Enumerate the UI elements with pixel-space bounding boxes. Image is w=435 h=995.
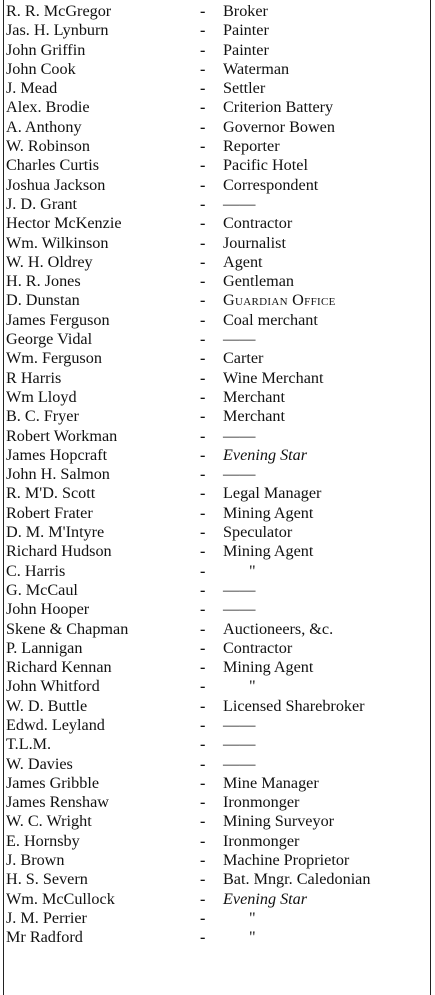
entry-name: John H. Salmon: [6, 465, 110, 484]
list-item: [0, 812, 435, 831]
entry-name: Skene & Chapman: [6, 619, 129, 638]
entry-occupation: Licensed Sharebroker: [223, 696, 365, 715]
list-item: [0, 909, 435, 928]
entry-separator: -: [200, 252, 206, 271]
list-item: [0, 716, 435, 735]
entry-separator: -: [200, 137, 206, 156]
entry-occupation: ——: [223, 580, 256, 599]
entry-separator: -: [200, 79, 206, 98]
entry-name: W. D. Buttle: [6, 696, 88, 715]
entry-separator: -: [200, 426, 206, 445]
entry-name: W. Robinson: [6, 137, 90, 156]
list-item: [0, 465, 435, 484]
entry-separator: -: [200, 561, 206, 580]
entry-name: H. R. Jones: [6, 272, 81, 291]
entry-occupation: Wine Merchant: [223, 368, 324, 387]
entry-name: W. H. Oldrey: [6, 252, 93, 271]
entry-occupation: Waterman: [223, 59, 290, 78]
entry-separator: -: [200, 889, 206, 908]
entry-occupation: ——: [223, 426, 256, 445]
entry-name: J. M. Perrier: [6, 908, 87, 927]
list-item: [0, 41, 435, 60]
entry-name: Wm. Wilkinson: [6, 233, 109, 252]
entry-occupation: Carter: [223, 349, 264, 368]
entry-occupation: Machine Proprietor: [223, 851, 350, 870]
list-item: [0, 118, 435, 137]
entry-separator: -: [200, 59, 206, 78]
entry-occupation: Mining Agent: [223, 503, 314, 522]
entry-separator: -: [200, 908, 206, 927]
list-item: [0, 156, 435, 175]
entry-name: A. Anthony: [6, 117, 82, 136]
entry-occupation: Legal Manager: [223, 484, 322, 503]
entry-occupation: Mine Manager: [223, 773, 319, 792]
entry-separator: -: [200, 349, 206, 368]
entry-name: R. R. McGregor: [6, 2, 112, 20]
entry-name: Richard Kennan: [6, 658, 112, 677]
entry-occupation: ——: [223, 194, 256, 213]
entry-name: B. C. Fryer: [6, 407, 79, 426]
entry-occupation: Pacific Hotel: [223, 156, 308, 175]
entry-occupation: Ironmonger: [223, 793, 300, 812]
entry-name: Hector McKenzie: [6, 214, 122, 233]
list-item: [0, 484, 435, 503]
list-item: [0, 697, 435, 716]
list-item: [0, 620, 435, 639]
entry-name: Mr Radford: [6, 928, 83, 947]
list-item: [0, 851, 435, 870]
entry-separator: -: [200, 21, 206, 40]
entry-occupation: Contractor: [223, 638, 293, 657]
list-item: [0, 677, 435, 696]
entry-name: W. Davies: [6, 754, 73, 773]
entry-separator: -: [200, 812, 206, 831]
entry-separator: -: [200, 793, 206, 812]
entry-separator: -: [200, 445, 206, 464]
entry-name: John Hooper: [6, 600, 90, 619]
list-item: [0, 21, 435, 40]
entry-occupation: Speculator: [223, 523, 293, 542]
entry-occupation: ——: [223, 715, 256, 734]
list-item: [0, 793, 435, 812]
list-item: [0, 774, 435, 793]
entry-name: H. S. Severn: [6, 870, 88, 889]
entry-occupation: Auctioneers, &c.: [223, 619, 334, 638]
list-item: [0, 272, 435, 291]
list-item: [0, 214, 435, 233]
entry-separator: -: [200, 658, 206, 677]
entry-separator: -: [200, 503, 206, 522]
list-item: [0, 176, 435, 195]
entry-name: G. McCaul: [6, 580, 78, 599]
entry-separator: -: [200, 214, 206, 233]
list-item: [0, 832, 435, 851]
entry-occupation: Merchant: [223, 387, 286, 406]
entry-name: J. Mead: [6, 79, 58, 98]
entry-name: Charles Curtis: [6, 156, 100, 175]
entry-name: E. Hornsby: [6, 831, 80, 850]
entry-occupation: ——: [223, 735, 256, 754]
entry-separator: -: [200, 773, 206, 792]
entry-occupation: Painter: [223, 21, 269, 40]
entry-name: Jas. H. Lynburn: [6, 21, 109, 40]
list-item: [0, 2, 435, 21]
entry-separator: -: [200, 696, 206, 715]
list-item: [0, 60, 435, 79]
list-item: [0, 542, 435, 561]
entry-separator: -: [200, 928, 206, 947]
entry-name: Robert Workman: [6, 426, 118, 445]
subscriber-list: [0, 2, 435, 948]
entry-separator: -: [200, 851, 206, 870]
entry-separator: -: [200, 117, 206, 136]
list-item: [0, 581, 435, 600]
entry-separator: -: [200, 523, 206, 542]
entry-separator: -: [200, 310, 206, 329]
entry-occupation: Merchant: [223, 407, 286, 426]
entry-separator: -: [200, 580, 206, 599]
entry-separator: -: [200, 407, 206, 426]
entry-name: Edwd. Leyland: [6, 715, 105, 734]
entry-name: Wm. Ferguson: [6, 349, 102, 368]
entry-name: D. Dunstan: [6, 291, 80, 310]
list-item: [0, 349, 435, 368]
entry-separator: -: [200, 272, 206, 291]
entry-separator: -: [200, 2, 206, 20]
entry-name: Robert Frater: [6, 503, 93, 522]
entry-occupation: ": [249, 928, 256, 947]
entry-name: C. Harris: [6, 561, 66, 580]
entry-name: R. M'D. Scott: [6, 484, 96, 503]
entry-occupation: Journalist: [223, 233, 286, 252]
entry-occupation: Broker: [223, 2, 268, 20]
entry-occupation: Mining Surveyor: [223, 812, 335, 831]
entry-occupation: Contractor: [223, 214, 293, 233]
entry-separator: -: [200, 754, 206, 773]
list-item: [0, 523, 435, 542]
list-item: [0, 890, 435, 909]
entry-occupation: Ironmonger: [223, 831, 300, 850]
entry-name: W. C. Wright: [6, 812, 92, 831]
entry-separator: -: [200, 715, 206, 734]
entry-separator: -: [200, 98, 206, 117]
entry-separator: -: [200, 291, 206, 310]
entry-name: J. Brown: [6, 851, 65, 870]
entry-name: Alex. Brodie: [6, 98, 90, 117]
entry-separator: -: [200, 484, 206, 503]
list-item: [0, 639, 435, 658]
entry-name: Joshua Jackson: [6, 175, 106, 194]
entry-name: P. Lannigan: [6, 638, 83, 657]
entry-occupation: Painter: [223, 40, 269, 59]
list-item: [0, 369, 435, 388]
entry-separator: -: [200, 870, 206, 889]
entry-occupation: ——: [223, 754, 256, 773]
entry-name: Wm Lloyd: [6, 387, 77, 406]
entry-occupation: ——: [223, 600, 256, 619]
entry-occupation: Criterion Battery: [223, 98, 334, 117]
list-item: [0, 388, 435, 407]
entry-occupation: ": [249, 561, 256, 580]
entry-separator: -: [200, 677, 206, 696]
list-item: [0, 253, 435, 272]
entry-occupation: Evening Star: [223, 889, 308, 908]
list-item: [0, 330, 435, 349]
entry-occupation: Agent: [223, 252, 263, 271]
entry-name: George Vidal: [6, 330, 93, 349]
entry-occupation: Mining Agent: [223, 658, 314, 677]
list-item: [0, 735, 435, 754]
list-item: [0, 600, 435, 619]
entry-occupation: Evening Star: [223, 445, 308, 464]
entry-name: John Whitford: [6, 677, 100, 696]
entry-name: James Hopcraft: [6, 445, 108, 464]
entry-occupation: ": [249, 908, 256, 927]
list-item: [0, 928, 435, 947]
entry-name: Wm. McCullock: [6, 889, 115, 908]
list-item: [0, 137, 435, 156]
entry-separator: -: [200, 735, 206, 754]
entry-occupation: Gentleman: [223, 272, 295, 291]
entry-separator: -: [200, 387, 206, 406]
entry-name: T.L.M.: [6, 735, 52, 754]
entry-occupation: Governor Bowen: [223, 117, 335, 136]
entry-name: John Cook: [6, 59, 76, 78]
list-item: [0, 234, 435, 253]
entry-name: D. M. M'Intyre: [6, 523, 105, 542]
entry-occupation: Mining Agent: [223, 542, 314, 561]
list-item: [0, 291, 435, 310]
entry-occupation: Bat. Mngr. Caledonian: [223, 870, 371, 889]
entry-separator: -: [200, 330, 206, 349]
entry-name: R Harris: [6, 368, 62, 387]
entry-name: John Griffin: [6, 40, 86, 59]
entry-separator: -: [200, 638, 206, 657]
list-item: [0, 562, 435, 581]
entry-separator: -: [200, 368, 206, 387]
entry-occupation: Correspondent: [223, 175, 319, 194]
entry-name: James Ferguson: [6, 310, 110, 329]
entry-occupation: Coal merchant: [223, 310, 318, 329]
entry-separator: -: [200, 194, 206, 213]
entry-separator: -: [200, 465, 206, 484]
list-item: [0, 446, 435, 465]
list-item: [0, 311, 435, 330]
entry-separator: -: [200, 175, 206, 194]
entry-separator: -: [200, 233, 206, 252]
entry-name: James Gribble: [6, 773, 100, 792]
list-item: [0, 407, 435, 426]
entry-name: J. D. Grant: [6, 194, 78, 213]
entry-name: James Renshaw: [6, 793, 109, 812]
entry-separator: -: [200, 619, 206, 638]
list-item: [0, 755, 435, 774]
list-item: [0, 79, 435, 98]
list-item: [0, 427, 435, 446]
entry-occupation: ——: [223, 330, 256, 349]
list-item: [0, 98, 435, 117]
entry-name: Richard Hudson: [6, 542, 112, 561]
list-item: [0, 195, 435, 214]
entry-occupation: ——: [223, 465, 256, 484]
list-item: [0, 658, 435, 677]
list-item: [0, 870, 435, 889]
entry-occupation: Settler: [223, 79, 266, 98]
entry-separator: -: [200, 542, 206, 561]
entry-separator: -: [200, 600, 206, 619]
entry-occupation: ": [249, 677, 256, 696]
entry-occupation: Reporter: [223, 137, 280, 156]
entry-occupation: Guardian Office: [223, 291, 336, 310]
list-item: [0, 504, 435, 523]
entry-separator: -: [200, 40, 206, 59]
entry-separator: -: [200, 156, 206, 175]
entry-separator: -: [200, 831, 206, 850]
